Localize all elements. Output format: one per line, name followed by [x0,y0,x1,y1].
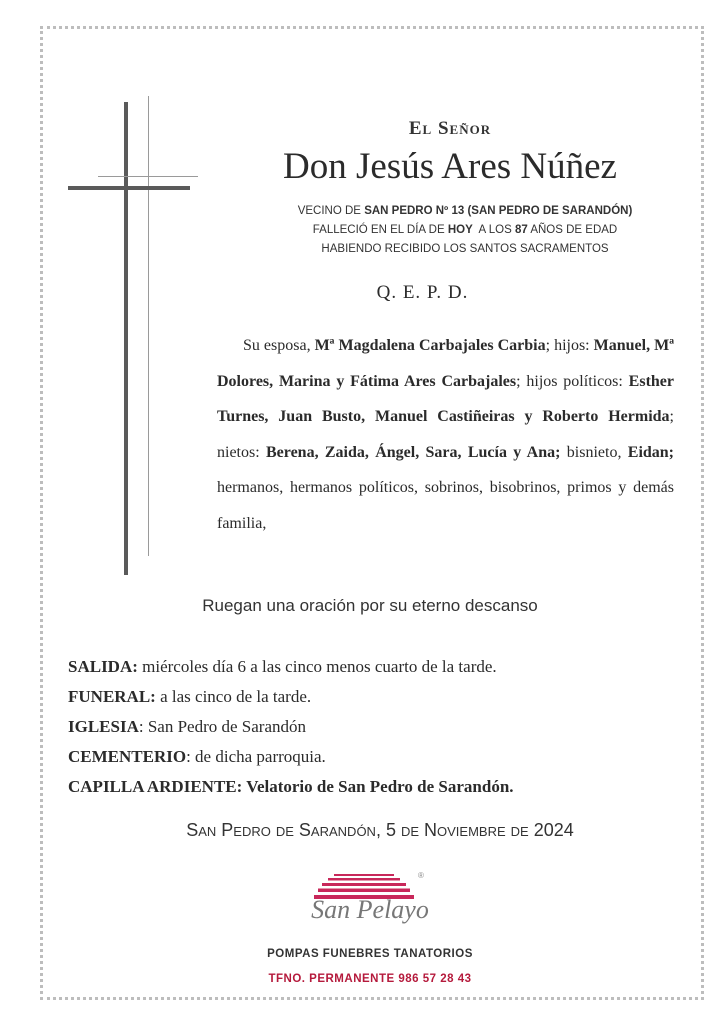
logo-arc-icon [300,862,440,942]
registered-mark: ® [418,871,424,880]
detail-salida: SALIDA: miércoles día 6 a las cinco menos cuarto de la tarde. [68,657,497,676]
san-pelayo-logo [300,862,440,942]
prayer-request: Ruegan una oración por su eterno descanso [202,596,538,615]
info-line-death: FALLECIÓ EN EL DÍA DE HOY A LOS 87 AÑOS DE EDAD [312,224,618,236]
cross-vertical-line [148,96,149,556]
logo-text: San Pelayo [311,895,429,924]
company-tagline: POMPAS FUNEBRES TANATORIOS [267,948,473,960]
cross-horizontal-line [98,176,198,177]
dateline: San Pedro de Sarandón, 5 de Noviembre de 2024 [186,820,574,840]
phone-number: TFNO. PERMANENTE 986 57 28 43 [268,973,472,985]
cross-horizontal-bar [68,186,190,190]
info-line-sacraments: HABIENDO RECIBIDO LOS SANTOS SACRAMENTOS [321,243,609,255]
deceased-title: El Señor [408,118,492,139]
detail-cementerio: CEMENTERIO: de dicha parroquia. [68,747,326,766]
family-paragraph: Su esposa, Mª Magdalena Carbajales Carbia; hijos: Manuel, Mª Dolores, Marina y Fátima Ares Carbajales; hijos políticos: Esther Turnes, Juan Busto, Manuel Castiñeiras y Roberto Hermida; nietos: Berena, Zaida, Ángel, Sara, Lucía y Ana; bisnieto, Eidan; hermanos, hermanos políticos, sobrinos, bisobrinos, primos y demás familia, [217,337,675,532]
qepd: Q. E. P. D. [376,282,469,303]
svg-text:® [418,871,424,880]
svg-text:San Pelayo [311,895,429,924]
cross-vertical-bar [124,102,128,575]
detail-funeral: FUNERAL: a las cinco de la tarde. [68,687,312,706]
deceased-name: Don Jesús Ares Núñez [283,146,617,187]
detail-iglesia: IGLESIA: San Pedro de Sarandón [68,717,307,736]
info-line-residence: VECINO DE SAN PEDRO Nº 13 (SAN PEDRO DE SARANDÓN) [297,205,633,217]
detail-capilla: CAPILLA ARDIENTE: Velatorio de San Pedro de Sarandón. [68,777,514,796]
